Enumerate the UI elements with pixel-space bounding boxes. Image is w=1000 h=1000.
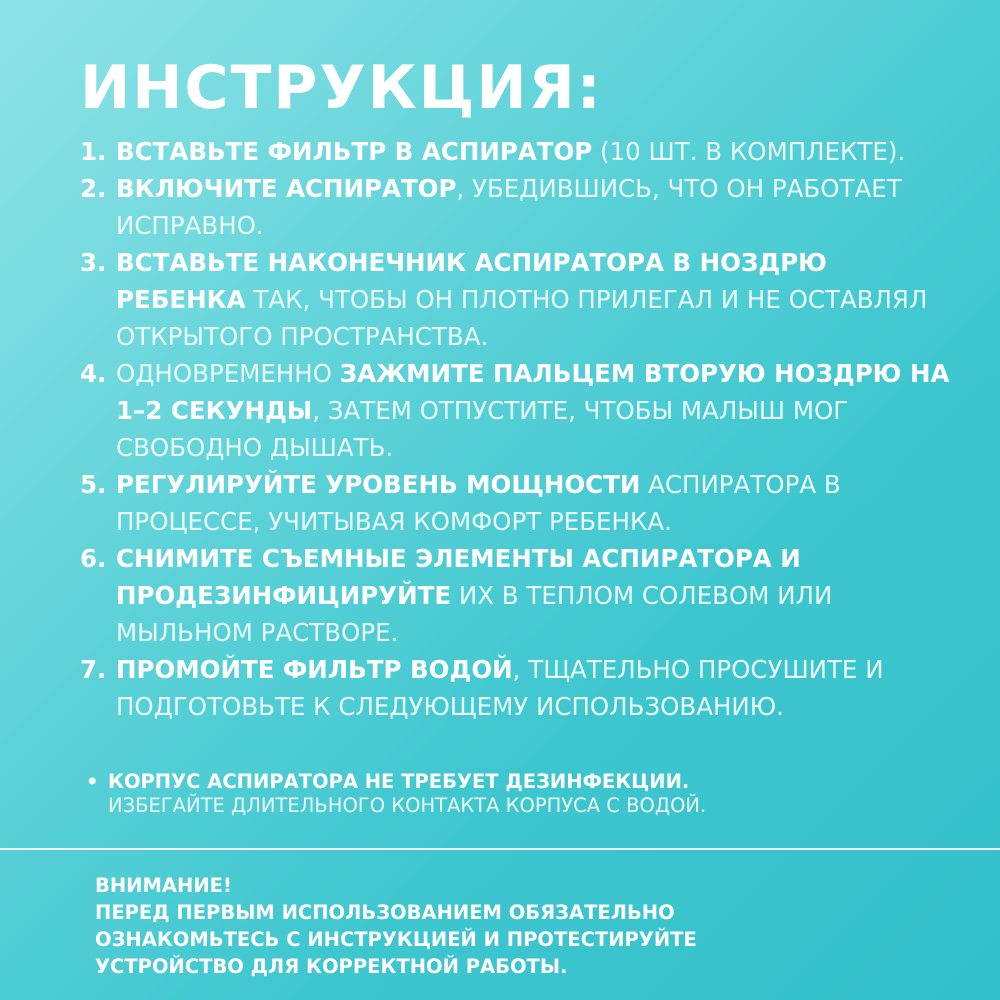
divider: [0, 848, 1000, 850]
step-number: 7.: [80, 655, 107, 684]
step-light-text: , УБЕДИВШИСЬ, ЧТО ОН РАБОТАЕТ ИСПРАВНО.: [116, 174, 902, 240]
step-text: [116, 466, 960, 540]
step-bold-text: ВКЛЮЧИТЕ АСПИРАТОР: [116, 174, 457, 203]
step-text: [116, 355, 960, 466]
step-1: [80, 133, 960, 170]
warning-block: [95, 872, 955, 980]
page-title: ИНСТРУКЦИЯ:: [80, 53, 603, 123]
step-bold-text: ВСТАВЬТЕ ФИЛЬТР В АСПИРАТОР: [116, 137, 593, 166]
step-4: [80, 355, 960, 466]
step-bold-text: ВСТАВЬТЕ НАКОНЕЧНИК АСПИРАТОРА В НОЗДРЮ РЕБЕНКА: [116, 248, 827, 314]
step-3: [80, 244, 960, 355]
step-number: 3.: [80, 248, 107, 277]
step-number: 5.: [80, 470, 107, 499]
instruction-steps: [80, 133, 960, 725]
step-2: [80, 170, 960, 244]
step-number: 2.: [80, 174, 107, 203]
step-light-text: , ТЩАТЕЛЬНО ПРОСУШИТЕ И ПОДГОТОВЬТЕ К СЛЕДУЮЩЕМУ ИСПОЛЬЗОВАНИЮ.: [116, 655, 884, 721]
warning-line: ПЕРЕД ПЕРВЫМ ИСПОЛЬЗОВАНИЕМ ОБЯЗАТЕЛЬНО: [95, 901, 675, 924]
step-text: [116, 651, 960, 725]
warning-line: ОЗНАКОМЬТЕСЬ С ИНСТРУКЦИЕЙ И ПРОТЕСТИРУЙТЕ: [95, 928, 697, 951]
note-light-text: ИЗБЕГАЙТЕ ДЛИТЕЛЬНОГО КОНТАКТА КОРПУСА С ВОДОЙ.: [108, 794, 707, 817]
step-text: [116, 244, 960, 355]
step-bold-text: СНИМИТЕ СЪЕМНЫЕ ЭЛЕМЕНТЫ АСПИРАТОРА И ПРОДЕЗИНФИЦИРУЙТЕ: [116, 544, 801, 610]
step-light-text: ТАК, ЧТОБЫ ОН ПЛОТНО ПРИЛЕГАЛ И НЕ ОСТАВЛЯЛ ОТКРЫТОГО ПРОСТРАНСТВА.: [116, 285, 928, 351]
warning-heading: ВНИМАНИЕ!: [95, 874, 232, 897]
step-7: [80, 651, 960, 725]
step-number: 6.: [80, 544, 107, 573]
step-number: 1.: [80, 137, 107, 166]
step-text: [116, 133, 960, 170]
note-text: [108, 770, 706, 818]
step-bold-text: РЕГУЛИРУЙТЕ УРОВЕНЬ МОЩНОСТИ: [116, 470, 641, 499]
note: [86, 770, 946, 818]
step-bold-text: ЗАЖМИТЕ ПАЛЬЦЕМ ВТОРУЮ НОЗДРЮ НА 1–2 СЕКУНДЫ: [116, 359, 950, 425]
warning-line: УСТРОЙСТВО ДЛЯ КОРРЕКТНОЙ РАБОТЫ.: [95, 955, 568, 978]
step-6: [80, 540, 960, 651]
step-light-text: , ЗАТЕМ ОТПУСТИТЕ, ЧТОБЫ МАЛЫШ МОГ СВОБОДНО ДЫШАТЬ.: [116, 396, 849, 462]
step-light-text: ОДНОВРЕМЕННО: [116, 359, 340, 388]
bullet-icon: •: [86, 770, 99, 793]
step-bold-text: ПРОМОЙТЕ ФИЛЬТР ВОДОЙ: [116, 655, 513, 684]
note-bold-text: КОРПУС АСПИРАТОРА НЕ ТРЕБУЕТ ДЕЗИНФЕКЦИИ.: [108, 770, 690, 793]
step-light-text: АСПИРАТОРА В ПРОЦЕССЕ, УЧИТЫВАЯ КОМФОРТ РЕБЕНКА.: [116, 470, 841, 536]
step-text: [116, 540, 960, 651]
step-text: [116, 170, 960, 244]
step-number: 4.: [80, 359, 107, 388]
step-light-text: ИХ В ТЕПЛОМ СОЛЕВОМ ИЛИ МЫЛЬНОМ РАСТВОРЕ.: [116, 581, 833, 647]
step-5: [80, 466, 960, 540]
step-light-text: (10 ШТ. В КОМПЛЕКТЕ).: [592, 137, 906, 166]
